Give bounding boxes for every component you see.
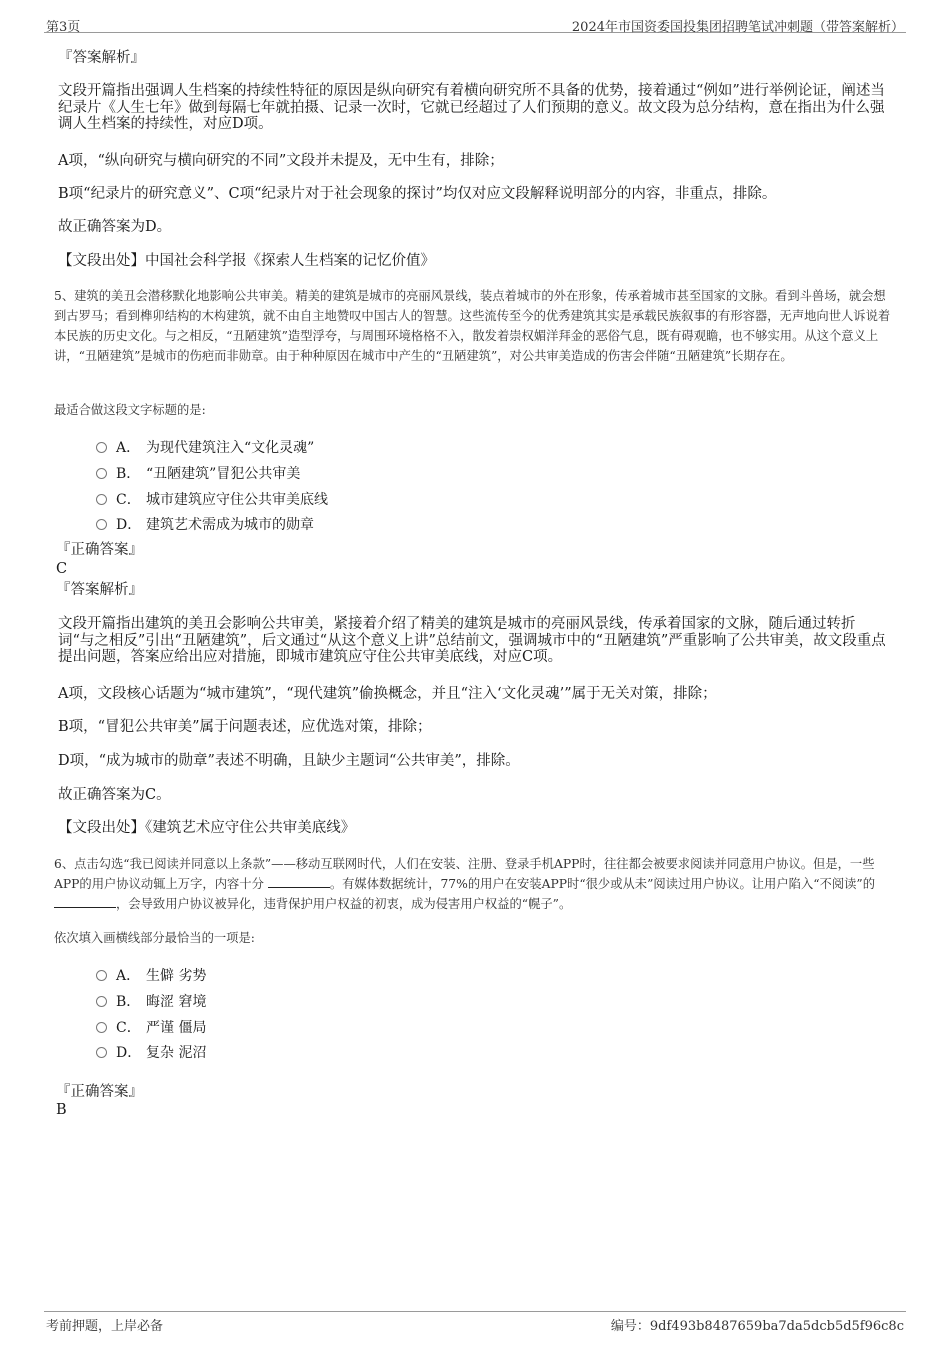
q4-source: 【文段出处】中国社会科学报《探索人生档案的记忆价值》	[58, 253, 435, 269]
page-number: 第3页	[46, 20, 81, 35]
fill-blank-1[interactable]	[268, 875, 330, 888]
option-text: 晦涩 窘境	[146, 994, 207, 1010]
option-letter: C．	[116, 1020, 141, 1036]
option-text: 为现代建筑注入“文化灵魂”	[146, 440, 315, 456]
q5-conclusion: 故正确答案为C。	[58, 787, 171, 803]
q5-answer-title: 『正确答案』	[56, 542, 143, 558]
option-letter: A．	[116, 968, 141, 984]
option-text: 复杂 泥沼	[146, 1045, 207, 1061]
radio-icon[interactable]	[96, 494, 107, 505]
option-letter: D．	[116, 517, 142, 533]
q5-point-b: B项，“冒犯公共审美”属于问题表述，应优选对策，排除；	[58, 719, 432, 735]
fill-blank-2[interactable]	[54, 895, 116, 908]
q6-option-a[interactable]	[96, 965, 206, 985]
q5-question: 最适合做这段文字标题的是:	[54, 403, 206, 417]
q6-stem-part3: ，会导致用户协议被异化，违背保护用户权益的初衷，成为侵害用户权益的“幌子”。	[116, 897, 572, 911]
q4-analysis-title: 『答案解析』	[58, 50, 145, 66]
q4-conclusion: 故正确答案为D。	[58, 219, 172, 235]
document-id: 编号：9df493b8487659ba7da5dcb5d5f96c8c	[610, 1319, 904, 1334]
q6-option-c[interactable]	[96, 1017, 206, 1037]
q4-point-a: A项，“纵向研究与横向研究的不同”文段并未提及，无中生有，排除；	[58, 153, 504, 169]
option-letter: D．	[116, 1045, 142, 1061]
option-text: “丑陋建筑”冒犯公共审美	[146, 466, 301, 482]
q5-option-c[interactable]	[96, 489, 328, 509]
q6-answer: B	[56, 1102, 67, 1118]
option-letter: A．	[116, 440, 141, 456]
radio-icon[interactable]	[96, 468, 107, 479]
option-text: 建筑艺术需成为城市的勋章	[146, 517, 314, 533]
q5-answer: C	[56, 561, 68, 577]
q5-analysis-title: 『答案解析』	[56, 582, 143, 598]
q6-stem-part1: 6、点击勾选“我已阅读并同意以上条款”——移动互联网时代，人们在安装、注册、登录手机APP时，往往都会被要求阅读并同意用户协议。但是，一些APP的用户协议动辄上万字，内容十分	[54, 857, 875, 891]
option-text: 城市建筑应守住公共审美底线	[146, 492, 328, 508]
option-text: 严谨 僵局	[146, 1020, 207, 1036]
document-title: 2024年市国资委国投集团招聘笔试冲刺题（带答案解析）	[571, 20, 904, 35]
q5-option-b[interactable]	[96, 463, 300, 483]
q6-question: 依次填入画横线部分最恰当的一项是:	[54, 931, 255, 945]
option-letter: B．	[116, 994, 141, 1010]
q4-point-bc: B项“纪录片的研究意义”、C项“纪录片对于社会现象的探讨”均仅对应文段解释说明部分的内容，非重点，排除。	[58, 186, 777, 202]
radio-icon[interactable]	[96, 1022, 107, 1033]
option-letter: C．	[116, 492, 141, 508]
option-letter: B．	[116, 466, 141, 482]
q5-stem: 5、建筑的美丑会潜移默化地影响公共审美。精美的建筑是城市的亮丽风景线，装点着城市的外在形象，传承着城市甚至国家的文脉。看到斗兽场，就会想到古罗马；看到榫卯结构的木构建筑，就不由自主地赞叹中国古人的智慧。这些流传至今的优秀建筑其实是承载民族叙事的有形容器，无声地向世人诉说着本民族的历史文化。与之相反，“丑陋建筑”造型浮夸，与周围环境格格不入，散发着崇权媚洋拜金的恶俗气息，既有碍观瞻，也不够实用。从这个意义上讲，“丑陋建筑”是城市的伤疤而非勋章。由于种种原因在城市中产生的“丑陋建筑”，对公共审美造成的伤害会伴随“丑陋建筑”长期存在。	[54, 289, 891, 363]
q6-stem-part2: 。有媒体数据统计，77%的用户在安装APP时“很少或从未”阅读过用户协议。让用户陷入“不阅读”的	[329, 877, 876, 891]
radio-icon[interactable]	[96, 970, 107, 981]
q6-option-b[interactable]	[96, 991, 206, 1011]
q5-point-d: D项，“成为城市的勋章”表述不明确，且缺少主题词“公共审美”，排除。	[58, 753, 520, 769]
radio-icon[interactable]	[96, 996, 107, 1007]
page-header	[44, 12, 906, 33]
q5-option-d[interactable]	[96, 514, 314, 534]
radio-icon[interactable]	[96, 442, 107, 453]
q5-point-a: A项，文段核心话题为“城市建筑”，“现代建筑”偷换概念，并且“注入‘文化灵魂’”属于无关对策，排除；	[58, 686, 717, 702]
q6-stem	[54, 854, 896, 914]
page-footer	[44, 1311, 906, 1334]
q5-source: 【文段出处】《建筑艺术应守住公共审美底线》	[58, 820, 356, 836]
footer-slogan: 考前押题，上岸必备	[46, 1319, 164, 1334]
q5-option-a[interactable]	[96, 437, 314, 457]
q4-analysis-text: 文段开篇指出强调人生档案的持续性特征的原因是纵向研究有着横向研究所不具备的优势，接着通过“例如”进行举例论证，阐述当纪录片《人生七年》做到每隔七年就拍摄、记录一次时，它就已经超过了人们预期的意义。故文段为总分结构，意在指出为什么强调人生档案的持续性，对应D项。	[58, 83, 885, 132]
radio-icon[interactable]	[96, 1047, 107, 1058]
q5-analysis-text: 文段开篇指出建筑的美丑会影响公共审美，紧接着介绍了精美的建筑是城市的亮丽风景线，传承着国家的文脉，随后通过转折词“与之相反”引出“丑陋建筑”，后文通过“从这个意义上讲”总结前文，强调城市中的“丑陋建筑”严重影响了公共审美，故文段重点提出问题，答案应给出应对措施，即城市建筑应守住公共审美底线，对应C项。	[58, 616, 886, 665]
option-text: 生僻 劣势	[146, 968, 207, 984]
q6-answer-title: 『正确答案』	[56, 1084, 143, 1100]
radio-icon[interactable]	[96, 519, 107, 530]
q6-option-d[interactable]	[96, 1042, 206, 1062]
